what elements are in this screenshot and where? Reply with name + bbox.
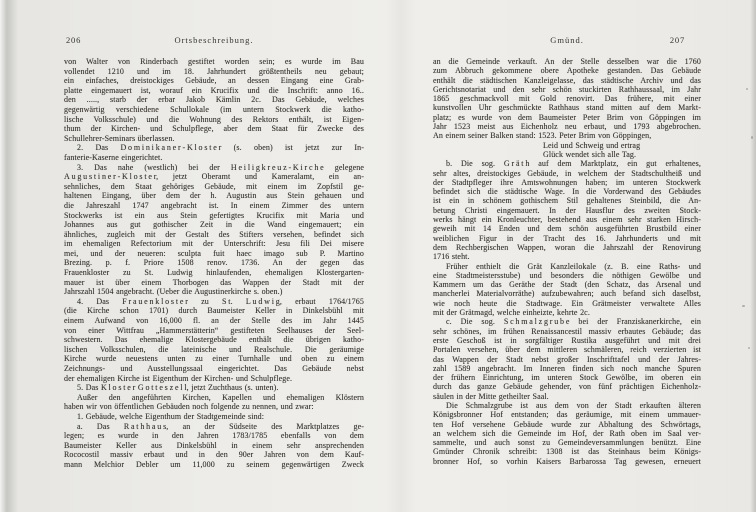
text-line: Gerichtsnotariat und den sehr schön stuckirten Rathhaussaal, im Jahr [433, 84, 701, 94]
text-line: platte eingemauert ist, worauf ein Krucifix und die Inschrift: anno 16.. [64, 85, 364, 95]
text-line: kunstvollen Uhr geschmückte Rathhaus stand mitten auf dem Markt- [433, 103, 701, 113]
text-line: zahl 1589 angebracht. Im Inneren finden sich noch manche Spuren [433, 363, 701, 373]
text-line: 1716 steht. [433, 252, 470, 262]
text-line: ein einfaches, dreistockiges Gebäude, an dessen Eingang eine Grab- [64, 76, 364, 86]
text-line: Johannes aus gut gothischer Zeit in die Wand eingemauert; ein [64, 220, 364, 230]
text-line: ähnliches, zugleich mit der Gestalt des Stifters versehen, befindet sich [64, 229, 364, 239]
text-line: Jahr 1523 meist aus Eichenholz neu erbaut, und 1793 abgebrochen. [433, 122, 701, 132]
text-line: sehr schönes, im frühen Renaissancestil massiv erbautes Gebäude; das [433, 326, 701, 336]
text-line: haltenen Eingang, über dem der h. Augustin aus Stein gehauen und [64, 191, 364, 201]
scan-speck [751, 136, 753, 139]
text-line: (die Kirche schon 1701) durch Baumeister Keller in Dinkelsbühl mit [64, 306, 364, 316]
text-line: lische Volksschule) und die Wohnung des Rektors enthält, ist Eigen- [64, 114, 364, 124]
right-page-number: 207 [669, 35, 685, 45]
left-page-number: 206 [66, 35, 82, 45]
scan-speck [742, 305, 745, 307]
text-line: vollendet 1210 und im 18. Jahrhundert größtentheils neu gebaut; [64, 66, 364, 76]
text-line: Kammern um das Geräthe der Stadt (den Schatz, das Arsenal und [433, 280, 701, 290]
text-line: lischen Volksschulen, die lateinische und Realschule. Die geräumige [64, 344, 364, 354]
poem-line: Glück wendet sich alle Tag. [543, 149, 637, 159]
text-line: a. Das R a t h h a u s, an der Südseite des Marktplatzes ge- [77, 421, 364, 431]
text-line: der frühern Einrichtung, im unteren Stock Gewölbe, im oberen ein [433, 373, 701, 383]
text-line: befindet sich die städtische Wage. In die Vorderwand des Gebäudes [433, 187, 701, 197]
right-page-body [433, 57, 701, 466]
text-line: 5. Das K l o s t e r G o t t e s z e l l, jetzt Zuchthaus (s. unten). [77, 383, 279, 393]
left-page-body [64, 57, 364, 470]
text-line: Außer den angeführten Kirchen, Kapellen und ehemaligen Klöstern [77, 392, 364, 402]
text-line: an die Gemeinde verkauft. An der Stelle desselben war die 1760 [433, 57, 701, 66]
text-line: Baumeister Keller aus Dinkelsbühl in einem sehr ansprechenden [64, 440, 364, 450]
text-line: mit der Grätmagd, welche einheizte, kehrte 2c. [433, 308, 590, 318]
text-line: schwestern. Das ehemalige Klostergebäude enthält die übrigen katho- [64, 335, 364, 345]
text-line: c. Die sog. S c h m a l z g r u b e bei der Franziskanerkirche, ein [446, 317, 701, 327]
text-line: 1865 geschmackvoll mit Gold renovirt. Das frühere, mit einer [433, 94, 701, 104]
poem-line: Leid und Schweig und ertrag [543, 140, 641, 150]
right-page [433, 0, 701, 512]
left-running-header: Ortsbeschreibung. [174, 35, 254, 45]
text-line: im ehemaligen Refectorium mit der Unterschrift: Jesu fili Dei misere [64, 239, 364, 249]
text-line: 1. Gebäude, welche Eigenthum der Stadtgemeinde sind: [77, 411, 265, 421]
text-line: Die Schmalzgrube ist aus dem von der Stadt erkauften älteren [446, 400, 701, 410]
text-line: weiblichen Figur in der Tracht des 16. Jahrhunderts und mit [433, 233, 701, 243]
text-line: 3. Das nahe (westlich) bei der H e i l i g k r e u z - K i r c h e gelegene [77, 162, 364, 172]
text-line: der Stadtpfleger ihre Amtswohnungen haben; im unteren Stockwerk [433, 177, 701, 187]
text-line: mancherlei Materialvorräthe) aufzubewahren; auch befand sich daselbst, [433, 289, 701, 299]
text-line: werks hängt ein Kronleuchter, bestehend aus einem sehr starken Hirsch- [433, 215, 701, 225]
left-page [64, 0, 364, 512]
text-line: ten Hof versehene Gebäude wurde zur Abhaltung des Schwörtags, [433, 419, 701, 429]
text-line: Schullehrer-Seminars überlassen. [64, 133, 175, 143]
text-line: thum der Kirchen- und Schulpflege, aber dem Staat für Zwecke des [64, 124, 364, 134]
right-running-header: Gmünd. [550, 35, 584, 45]
text-line: sehr altes, dreistockiges Gebäude, in welchem der Stadtschultheiß und [433, 168, 701, 178]
text-line: Stockwerks ist ein aus Stein gefertigtes Krucifix mit Maria und [64, 210, 364, 220]
text-line: betung Christi eingemauert. In der Hausflur des zweiten Stock- [433, 205, 701, 215]
scan-speck [746, 88, 748, 90]
text-line: den ....., starb der erbar Jakob Kämlin 2c. Das Gebäude, welches [64, 95, 364, 105]
text-line: säulen in der Mitte getheilter Saal. [433, 391, 549, 401]
text-line: 4. Das F r a u e n k l o s t e r zu S t. L u d w i g, erbaut 1764/1765 [77, 296, 364, 306]
text-line: von Walter von Rinderbach gestiftet worden sein; es wurde im Bau [64, 57, 364, 66]
text-line: mauer ist über einem Thorbogen das Wappen der Stadt mit der [64, 277, 364, 287]
text-line: mann Melchior Debler um 11,000 zu seinem gegenwärtigen Zweck [64, 459, 364, 469]
text-line: Königsbronner Hof entstanden; das geräumige, mit einem ummauer- [433, 410, 701, 420]
text-line: Kirche wurde neuestens unten zu einer Turnhalle und oben zu einem [64, 354, 364, 364]
text-line: Jahrszahl 1504 angebracht. (Ueber die Augustinerkirche s. oben.) [64, 287, 283, 297]
text-line: gegenwärtig verschiedene Schullokale (im untern Stockwerk die katho- [64, 104, 364, 114]
right-page-header [433, 34, 701, 46]
text-line: fanterie-Kaserne eingerichtet. [64, 152, 163, 162]
text-line: enthält die städtischen Kanzleigelasse, das städtische Archiv und das [433, 75, 701, 85]
text-line: legen; es wurde in den Jahren 1783/1785 ebenfalls von dem [64, 431, 364, 441]
text-line: haben wir von öffentlichen Gebäuden noch folgende zu nennen, und zwar: [64, 402, 314, 412]
text-line: das Wappen der Stadt nebst großer Inschrifttafel und der Jahres- [433, 354, 701, 364]
text-line: eine Stadtmeistersstube) und besonders die nöthigen Gewölbe und [433, 270, 701, 280]
text-line: 2. Das D o m i n i k a n e r - K l o s t e r (s. oben) ist jetzt zur In- [77, 143, 364, 153]
scan-left-edge-shadow [0, 0, 18, 512]
text-line: A u g u s t i n e r - K l o s t e r, jetzt Oberamt und Kameralamt, ein an- [64, 172, 364, 182]
text-line: Portalen versehen, über dem mittleren schmäleren, reich verzierten ist [433, 345, 701, 355]
text-line: bronner Hof, so vorhin Kaisers Barbarossa Tag gewesen, erneuert [433, 456, 701, 466]
text-line: zum Abbruch gekommene obere Apotheke gestanden. Das Gebäude [433, 66, 701, 76]
text-line: durch das ganze Gebäude gehender, von fünf prächtigen Eichenholz- [433, 382, 701, 392]
scan-right-edge-shadow [750, 0, 756, 512]
text-line: Brezing. p. f. Priore 1508 renov. 1736. An der gegen das [64, 258, 364, 268]
text-line: platz; es wurde von dem Baumeister Peter Brim von Göppingen im [433, 112, 701, 122]
text-line: erste Geschoß ist in sorgfältiger Rustika ausgeführt und mit drei [433, 335, 701, 345]
left-page-header [64, 34, 364, 46]
text-line: geweih mit 14 Enden und dem schön ausgeführten Brustbild einer [433, 224, 701, 234]
text-line: der ehemaligen Kirche ist Eigenthum der Kirchen- und Schulpflege. [64, 373, 293, 383]
text-line: ist ein in schönem gothischem Stil gehaltenes Steinbild, die An- [433, 196, 701, 206]
text-line: die Jahreszahl 1747 angebracht ist. In einem Zimmer des untern [64, 200, 364, 210]
text-line: sehnliches, dem Staat gehöriges Gebäude, mit einem im Zopfstil ge- [64, 181, 364, 191]
text-line: An einem seiner Balken stand: 1523. Peter Brim von Göppingen, [433, 131, 652, 141]
text-line: sammelte, und auch sonst zu Gemeindeversammlungen benützt. Eine [433, 438, 701, 448]
text-line: Gmünder Chronik schreibt: 1308 ist das Steinhaus beim Königs- [433, 447, 701, 457]
text-line: an welchem sich die Gemeinde im Hof, der Rath oben im Saal ver- [433, 428, 701, 438]
text-line: wie noch heute die Stadtwage. Ein Grätmeister verwaltete Alles [433, 298, 701, 308]
text-line: dem Rechbergischen Wappen, woran die Jahrszahl der Renovirung [433, 242, 701, 252]
text-line: Rococostil massiv erbaut und in den 90er Jahren von dem Kauf- [64, 450, 364, 460]
scan-speck [748, 347, 750, 349]
text-line: b. Die sog. G r ä t h auf dem Marktplatz, ein gut erhaltenes, [446, 159, 701, 169]
text-line: Frauenkloster zu St. Ludwig hinlaufenden, ehemaligen Klostergarten- [64, 268, 364, 278]
text-line: von einer Wittfrau „Hammerstätterin“ gestifteten Seelhauses der Seel- [64, 325, 364, 335]
page-gutter-shadow [386, 0, 416, 512]
text-line: einem Aufwand von 16,000 fl. an der Stelle des im Jahr 1445 [64, 316, 364, 326]
text-line: mei, und der neueren: sculpta fuit haec imago sub P. Martino [64, 248, 364, 258]
text-line: Früher enthielt die Grät Kanzleilokale (z. B. eine Raths- und [446, 261, 701, 271]
text-line: Zeichnungs- und Ausstellungssaal eingerichtet. Das Gebäude nebst [64, 364, 364, 373]
